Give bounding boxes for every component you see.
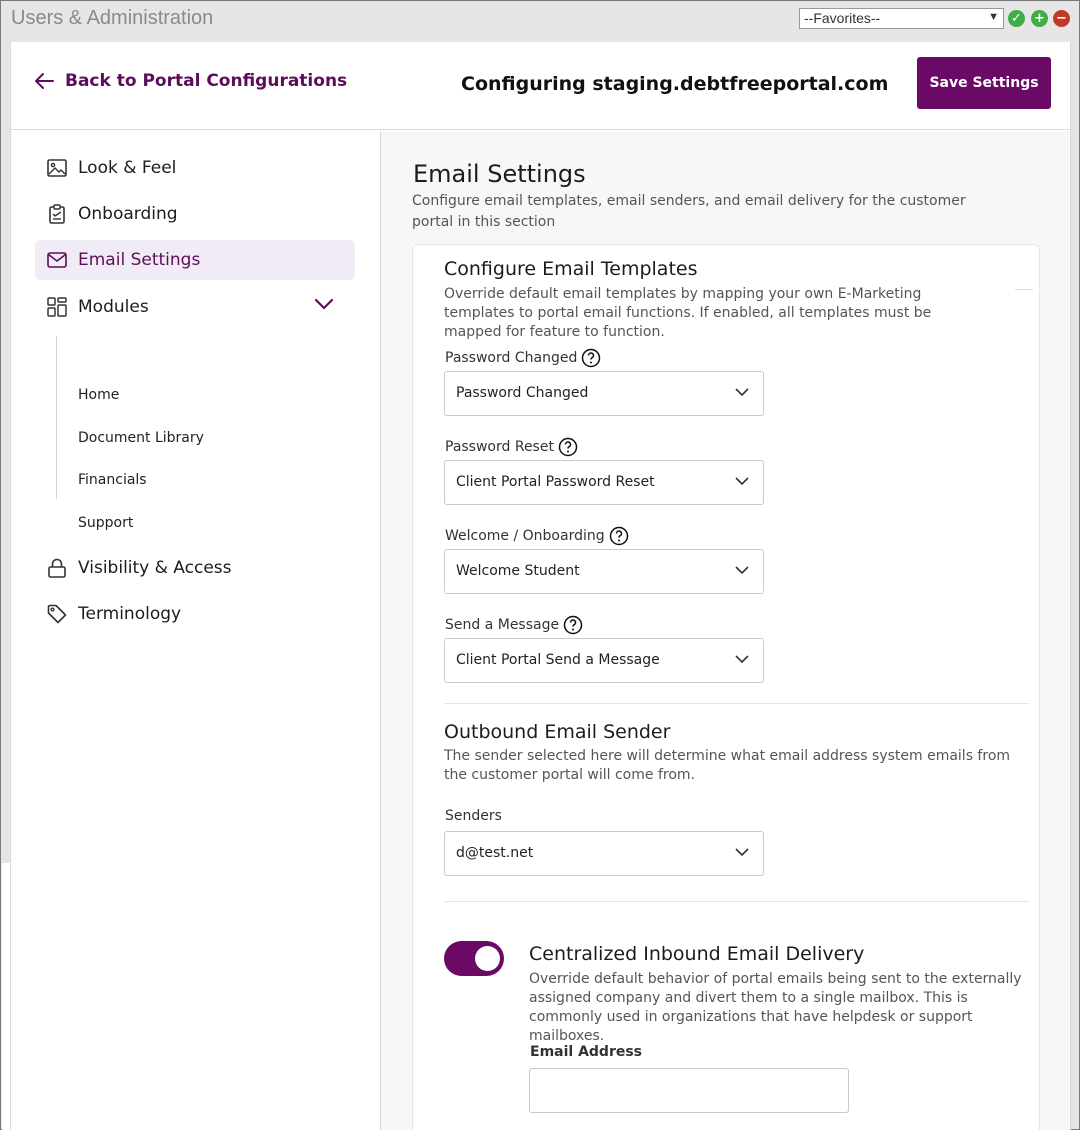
chevron-down-icon[interactable] [314,297,334,311]
chevron-down-icon [735,476,749,486]
inbound-title: Centralized Inbound Email Delivery [529,943,865,965]
email-settings-panel [412,244,1040,1130]
toggle-knob [475,946,500,971]
chevron-down-icon [735,847,749,857]
sidebar-item-visibility-access[interactable] [35,548,355,588]
sidebar-item-label: Visibility & Access [78,558,232,578]
help-icon[interactable] [581,348,601,368]
password-reset-label: Password Reset [445,437,578,457]
send-message-label: Send a Message [445,615,583,635]
help-icon[interactable] [609,526,629,546]
grid-icon [47,297,67,317]
sidebar-item-label: Terminology [78,604,182,624]
add-icon[interactable]: + [1031,10,1048,27]
password-changed-select[interactable]: Password Changed [444,371,764,416]
senders-select[interactable]: d@test.net [444,831,764,876]
lock-icon [47,558,67,578]
chevron-down-icon [735,654,749,664]
section-title: Email Settings [413,160,586,188]
senders-label: Senders [445,808,502,824]
help-icon[interactable] [563,615,583,635]
favorites-select-value: --Favorites-- [804,10,881,26]
favorites-select[interactable] [799,8,1004,29]
chevron-down-icon [735,387,749,397]
page-header [11,42,1071,130]
sender-title: Outbound Email Sender [444,721,671,743]
section-divider [444,703,1029,704]
send-message-select[interactable]: Client Portal Send a Message [444,638,764,683]
back-link[interactable] [33,71,347,91]
clipboard-check-icon [47,204,67,224]
page-title: Configuring staging.debtfreeportal.com [461,73,889,95]
sidebar-item-terminology[interactable] [35,594,355,634]
sidebar-item-look-feel[interactable] [35,148,355,188]
chevron-down-icon [735,565,749,575]
title-bar [2,2,1079,34]
templates-description: Override default email templates by mapping your own E-Marketing templates to portal email functions. If enabled, all templates must be mapped for feature to function. [444,286,932,340]
sidebar-subitem-financials[interactable]: Financials [78,472,147,488]
sidebar-subitem-support[interactable]: Support [78,515,134,531]
welcome-onboarding-select[interactable]: Welcome Student [444,549,764,594]
arrow-left-icon [33,72,55,90]
inbound-delivery-toggle[interactable] [444,941,504,976]
sidebar-item-email-settings[interactable] [35,240,355,280]
sidebar-item-modules[interactable] [35,287,355,327]
section-divider [444,901,1029,902]
main-content [381,131,1071,1130]
chevron-down-icon: ▼ [988,11,999,23]
sidebar-subitem-home[interactable]: Home [78,387,120,403]
sidebar [11,131,381,1130]
image-icon [47,159,67,177]
app-title: Users & Administration [11,7,214,29]
sidebar-item-onboarding[interactable] [35,194,355,234]
tag-icon [47,604,67,624]
email-address-input[interactable] [529,1068,849,1113]
help-icon[interactable] [558,437,578,457]
envelope-icon [47,252,67,268]
sidebar-item-label: Look & Feel [78,158,177,178]
welcome-onboarding-label: Welcome / Onboarding [445,526,629,546]
password-changed-label: Password Changed [445,348,601,368]
sidebar-item-label: Email Settings [78,250,201,270]
templates-title: Configure Email Templates [444,258,698,280]
save-settings-button[interactable]: Save Settings [917,57,1051,109]
inbound-description: Override default behavior of portal emails being sent to the externally assigned company and divert them to a single mailbox. This is commonly used in organizations that have helpdesk or support mailboxes. [529,971,1022,1044]
submenu-guide-line [56,336,57,499]
configuration-card [10,42,1071,1130]
remove-icon[interactable]: − [1053,10,1070,27]
email-address-label: Email Address [530,1044,643,1060]
section-description: Configure email templates, email senders, and email delivery for the customer portal in this section [412,193,966,230]
sidebar-item-label: Onboarding [78,204,178,224]
sidebar-item-label: Modules [78,297,149,317]
confirm-icon[interactable]: ✓ [1008,10,1025,27]
sender-description: The sender selected here will determine what email address system emails from the customer portal will come from. [444,748,1011,783]
password-reset-select[interactable]: Client Portal Password Reset [444,460,764,505]
back-link-label: Back to Portal Configurations [65,71,348,91]
sidebar-subitem-document-library[interactable]: Document Library [78,430,204,446]
